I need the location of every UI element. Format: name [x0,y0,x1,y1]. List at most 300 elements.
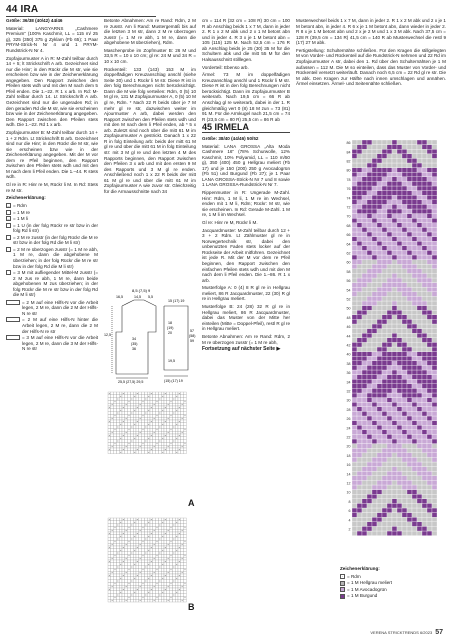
jacquard-cell [367,315,372,320]
jacquard-cell [397,365,402,370]
chart-a-cell [153,398,156,401]
jacquard-cell [367,319,372,324]
chart-a-cell [150,451,153,454]
chart-a-cell [139,398,142,401]
chart-a-cell [181,442,184,445]
chart-b-cell [136,521,139,524]
jacquard-cell [377,342,382,347]
chart-b-cell [153,526,156,529]
jacquard-cell [432,513,437,518]
jacquard-cell [407,209,412,214]
column-3 [202,18,290,355]
chart-b-cell [136,563,139,566]
chart-a-cell [158,451,161,454]
jacquard-cell [402,490,407,495]
chart-a-cell [147,431,150,434]
chart-b-cell [150,563,153,566]
jacquard-cell [422,503,427,508]
chart-b-cell [128,566,131,569]
chart-a-cell [161,420,164,423]
jacquard-cell [357,287,362,292]
jacquard-cell [387,522,392,527]
chart-b-cell [175,580,178,583]
chart-a-cell [153,406,156,409]
chart-b-cell [156,543,159,546]
jacquard-cell [402,361,407,366]
jacquard-cell [352,402,357,407]
jacquard-cell [407,375,412,380]
chart-a-cell [114,431,117,434]
chart-a-cell [142,417,145,420]
chart-b-cell [125,574,128,577]
chart-b-cell [161,540,164,543]
jacquard-cell [377,522,382,527]
jacquard-row-label: 82 [346,159,351,164]
chart-b-cell [133,580,136,583]
front-text: Vorderteil: Ebenso arb. [202,64,249,70]
chart-a-cell [130,428,133,431]
chart-b-cell [161,529,164,532]
jacquard-cell [402,283,407,288]
jacquard-cell [417,319,422,324]
jacquard-cell [422,177,427,182]
chart-a-cell [142,434,145,437]
chart-b-cell [142,580,145,583]
chart-a-cell [172,392,175,395]
chart-b-cell [119,582,122,585]
jacquard-cell [392,218,397,223]
jacquard-cell [407,250,412,255]
chart-a-cell [172,417,175,420]
chart-b-cell [139,526,142,529]
jacquard-cell [377,434,382,439]
jacquard-cell [367,347,372,352]
jacquard-cell [417,494,422,499]
jacquard-cell [357,425,362,430]
jacquard-cell [422,209,427,214]
chart-a-cell [175,448,178,451]
jacquard-cell [392,356,397,361]
jacquard-cell [422,421,427,426]
jacquard-cell [427,145,432,150]
jacquard-cell [402,163,407,168]
chart-b-cell [130,582,133,585]
chart-a-cell [161,412,164,415]
chart-b-cell [153,535,156,538]
jacquard-cell [422,508,427,513]
chart-b-cell [158,529,161,532]
material-text: Material: LANGYARNS „Cashmere Premium“ (100% Kaschmir, LL = 115 m/ 25 g), 325 (350) 375 g Zyklam (Fb 65); 1 Paar PRYM-Strick-N Nr 4 und 1 PRYM-Rundstrick-N Nr 4. [6,25,98,53]
chart-a-cell [111,448,114,451]
jacquard-cell [367,283,372,288]
jacquard-cell [397,296,402,301]
chart-b-cell [158,599,161,602]
jacquard-cell [412,292,417,297]
chart-a-cell [139,409,142,412]
jacquard-cell [402,421,407,426]
jacquard-cell [427,200,432,205]
chart-b-cell [170,543,173,546]
cable-legend-text: = 2 M auf eine Hilfs-N vor die Arbeit legen, 2 M re, dann die 2 M der Hilfs-N re str [22,299,98,316]
jacquard-cell [377,444,382,449]
chart-b-cell [119,574,122,577]
chart-b-cell [130,591,133,594]
jacquard-cell [402,324,407,329]
jacquard-cell [357,416,362,421]
chart-a-cell [150,442,153,445]
chart-a-cell [147,417,150,420]
jacquard-cell [397,269,402,274]
jacquard-cell [387,292,392,297]
jacquard-cell [382,499,387,504]
jacquard-cell [402,379,407,384]
chart-b-cell [133,538,136,541]
chart-b-cell [114,524,117,527]
jacquard-cell [372,402,377,407]
chart-a-cell [147,434,150,437]
chart-b-cell [125,540,128,543]
chart-b-cell [181,532,184,535]
chart-a-cell [125,423,128,426]
jacquard-cell [357,250,362,255]
jacquard-cell [422,140,427,145]
jacquard-cell [392,407,397,412]
jacquard-cell [427,526,432,531]
jacquard-cell [412,310,417,315]
chart-b-cell [153,591,156,594]
jacquard-cell [362,154,367,159]
jacquard-cell [377,517,382,522]
jacquard-cell [432,425,437,430]
jacquard-cell [432,448,437,453]
jacquard-cell [372,296,377,301]
jacquard-cell [382,200,387,205]
chart-b-cell [125,582,128,585]
jacquard-cell [372,467,377,472]
chart-a-cell [111,395,114,398]
jacquard-cell [422,476,427,481]
jacquard-cell [427,471,432,476]
schematic-side-b3: 59 [190,339,194,343]
chart-a-cell [184,398,187,401]
jacquard-cell [372,503,377,508]
chart-b-cell [142,588,145,591]
jacquard-cell [407,191,412,196]
jacquard-cell [407,480,412,485]
chart-a-cell [170,426,173,429]
chart-a-cell [175,442,178,445]
jacquard-cell [427,273,432,278]
jacquard-cell [367,411,372,416]
jacquard-cell [427,324,432,329]
jacquard-cell [352,338,357,343]
continued-link[interactable]: Fortsetzung auf nächster Seite ▶ [202,346,281,353]
jacquard-cell [412,462,417,467]
jacquard-cell [362,457,367,462]
chart-a-cell [116,395,119,398]
jacquard-cell [382,315,387,320]
jacquard-cell [387,140,392,145]
jacquard-cell [362,149,367,154]
jacquard-cell [367,430,372,435]
chart-b-cell [150,557,153,560]
jacquard-cell [367,480,372,485]
jacquard-cell [377,324,382,329]
jacquard-cell [362,301,367,306]
cable-symbol-icon [6,300,20,305]
chart-a-cell [108,428,111,431]
jacquard-cell [382,379,387,384]
chart-b-cell [133,560,136,563]
chart-a-cell [128,398,131,401]
chart-b-cell [170,571,173,574]
chart-a-cell [119,442,122,445]
jacquard-cell [412,296,417,301]
chart-b-cell [181,538,184,541]
jacquard-cell [412,347,417,352]
chart-b-cell [119,538,122,541]
jacquard-cell [412,356,417,361]
chart-b-cell [184,524,187,527]
chart-b-cell [150,568,153,571]
chart-b-cell [147,518,150,521]
jacquard-cell [367,310,372,315]
chart-a-cell [116,406,119,409]
jacquard-cell [407,430,412,435]
jacquard-cell [367,490,372,495]
jacquard-cell [417,338,422,343]
jacquard-cell [387,361,392,366]
jacquard-cell [422,246,427,251]
jacquard-cell [372,204,377,209]
jacquard-cell [382,352,387,357]
jacquard-cell [397,246,402,251]
chart-a-cell [108,417,111,420]
jacquard-cell [422,168,427,173]
jacquard-cell [362,329,367,334]
chart-b-cell [164,568,167,571]
jacquard-cell [392,283,397,288]
chart-a-cell [125,409,128,412]
chart-b-cell [167,574,170,577]
chart-b-cell [158,521,161,524]
chart-b-cell [167,535,170,538]
jacquard-cell [427,301,432,306]
jacquard-cell [417,255,422,260]
jacquard-row-label: 34 [346,380,351,385]
jacquard-cell [392,370,397,375]
jacquard-cell [372,370,377,375]
jacquard-cell [357,145,362,150]
jacquard-cell [392,214,397,219]
jacquard-cell [372,163,377,168]
jacquard-cell [362,223,367,228]
chart-a-cell [158,400,161,403]
chart-b-cell [181,552,184,555]
jacquard-cell [372,411,377,416]
jacquard-cell [397,379,402,384]
chart-b-cell [170,577,173,580]
chart-b-cell [147,552,150,555]
jacquard-cell [397,526,402,531]
jacquard-cell [397,490,402,495]
jacquard-cell [397,301,402,306]
chart-b-cell [144,518,147,521]
jacquard-cell [387,494,392,499]
jacquard-row-label: 52 [346,297,351,302]
jacquard-cell [362,393,367,398]
jacquard-cell [407,214,412,219]
jacquard-cell [382,476,387,481]
jacquard-cell [422,237,427,242]
back-text: Rückenteil: 133 (143) 153 M im doppelfädigen Kreuzanschlag anschl (siehe Seite 30) und 1 Rückr li M str. Diese R ist in den folg Berechnungen nicht berücksichtigt. Dann die M wie folg verteilen: Rdm, 0 (5) 10 M gl re, 131 M Zopfajourmuster A, 0 (5) 10 M gl re, Rdm. * Nach 22 R beids über je 7 M mehr gl re str, dazwischen weiter im Ajourmuster A arb, dabei werden den Rapport zwischen den Pfeilen stets wdh und mit den M nach dem li Pfeil enden, ab * 5 x arb. Zuletzt sind noch über die mitt 61 M im Zopfajourmuster A gestrickt. Danach 1 x 22 R in folg Einteilung arb: beids der mitt 61 M gl re und über die mitt 61 M in folg Einteilung str: mit 3 M gl re und den letzten 4 M des Rapports beginnen, den Rapport zwischen den Pfeilen 3 x arb und mit den ersten 9 M des Rapports und 3 M gl re enden. Anschließend noch 1 x 22 R beids der mitt 61 M gl re und über die mitt 61 M im Zopfajourmuster A wie zuvor str. Gleichzeitig für die Armausschnitte nach 34 [104,66,196,194]
jacquard-cell [362,338,367,343]
irmela-legend-row [340,580,440,586]
jacquard-cell [352,439,357,444]
jacquard-cell [422,319,427,324]
chart-b-cell [156,518,159,521]
jacquard-cell [402,356,407,361]
jacquard-cell [392,439,397,444]
chart-b-cell [111,554,114,557]
jacquard-cell [372,462,377,467]
jacquard-cell [357,503,362,508]
chart-b-cell [116,591,119,594]
jacquard-cell [352,296,357,301]
jacquard-cell [427,402,432,407]
chart-b-cell [144,543,147,546]
jacquard-cell [417,301,422,306]
ira-legend-symbol-icon [6,223,11,228]
jacquard-cell [387,145,392,150]
chart-b-cell [142,566,145,569]
jacquard-cell [377,467,382,472]
chart-a-cell [133,398,136,401]
jacquard-cell [402,439,407,444]
jacquard-cell [417,347,422,352]
jacquard-cell [427,444,432,449]
chart-a-cell [156,406,159,409]
chart-a-cell [147,406,150,409]
chart-a-cell [153,442,156,445]
jacquard-cell [372,434,377,439]
chart-b-cell [128,594,131,597]
jacquard-cell [357,310,362,315]
chart-b-cell [114,521,117,524]
jacquard-cell [422,439,427,444]
chart-a-cell [161,445,164,448]
jacquard-cell [402,287,407,292]
chart-a-cell [170,440,173,443]
jacquard-cell [407,140,412,145]
jacquard-cell [402,494,407,499]
jacquard-cell [402,191,407,196]
jacquard-cell [352,214,357,219]
chart-a-cell [133,440,136,443]
chart-a-cell [147,414,150,417]
jacquard-cell [407,283,412,288]
jacquard-cell [377,273,382,278]
jacquard-cell [417,508,422,513]
chart-a-cell [144,442,147,445]
jacquard-cell [432,273,437,278]
jacquard-cell [387,191,392,196]
jacquard-cell [377,140,382,145]
chart-a-cell [130,448,133,451]
jacquard-cell [372,292,377,297]
chart-b-cell [142,549,145,552]
chart-b-cell [153,580,156,583]
jacquard-cell [417,306,422,311]
jacquard-cell [417,278,422,283]
jacquard-cell [412,264,417,269]
ira-legend-symbol-icon [6,203,11,208]
irmela-legend-row [340,574,440,580]
jacquard-cell [367,476,372,481]
jacquard-cell [407,462,412,467]
jacquard-cell [432,246,437,251]
chart-a-cell [130,392,133,395]
jacquard-cell [362,462,367,467]
jacquard-cell [397,260,402,265]
jacquard-cell [432,255,437,260]
jacquard-cell [367,379,372,384]
jacquard-cell [417,292,422,297]
jacquard-cell [387,301,392,306]
jacquard-cell [377,480,382,485]
chart-b-cell [181,594,184,597]
chart-b-cell [178,596,181,599]
jacquard-row-label: 62 [346,251,351,256]
jacquard-cell [402,338,407,343]
jacquard-cell [382,319,387,324]
chart-a-cell [181,392,184,395]
chart-a-cell [181,428,184,431]
jacquard-cell [432,494,437,499]
jacquard-cell [427,163,432,168]
chart-a-cell [172,403,175,406]
jacquard-cell [432,375,437,380]
chart-b-cell [142,560,145,563]
chart-b-cell [161,560,164,563]
chart-a-cell [144,445,147,448]
jacquard-cell [377,384,382,389]
jacquard-cell [407,292,412,297]
chart-b-cell [172,568,175,571]
chart-b-cell [125,549,128,552]
jacquard-cell [377,315,382,320]
jacquard-cell [412,342,417,347]
chart-a-cell [142,448,145,451]
chart-a-cell [150,426,153,429]
chart-b-cell [116,571,119,574]
jacquard-cell [427,522,432,527]
chart-b-cell [172,526,175,529]
jacquard-cell [402,200,407,205]
chart-a-cell [153,423,156,426]
jacquard-cell [392,379,397,384]
jacquard-cell [377,448,382,453]
chart-a-cell [172,400,175,403]
chart-b-cell [167,596,170,599]
jacquard-cell [427,347,432,352]
jacquard-cell [382,227,387,232]
chart-b-cell [184,529,187,532]
jacquard-cell [417,195,422,200]
chart-b-cell [158,574,161,577]
chart-a-cell [130,406,133,409]
chart-a-cell [153,400,156,403]
